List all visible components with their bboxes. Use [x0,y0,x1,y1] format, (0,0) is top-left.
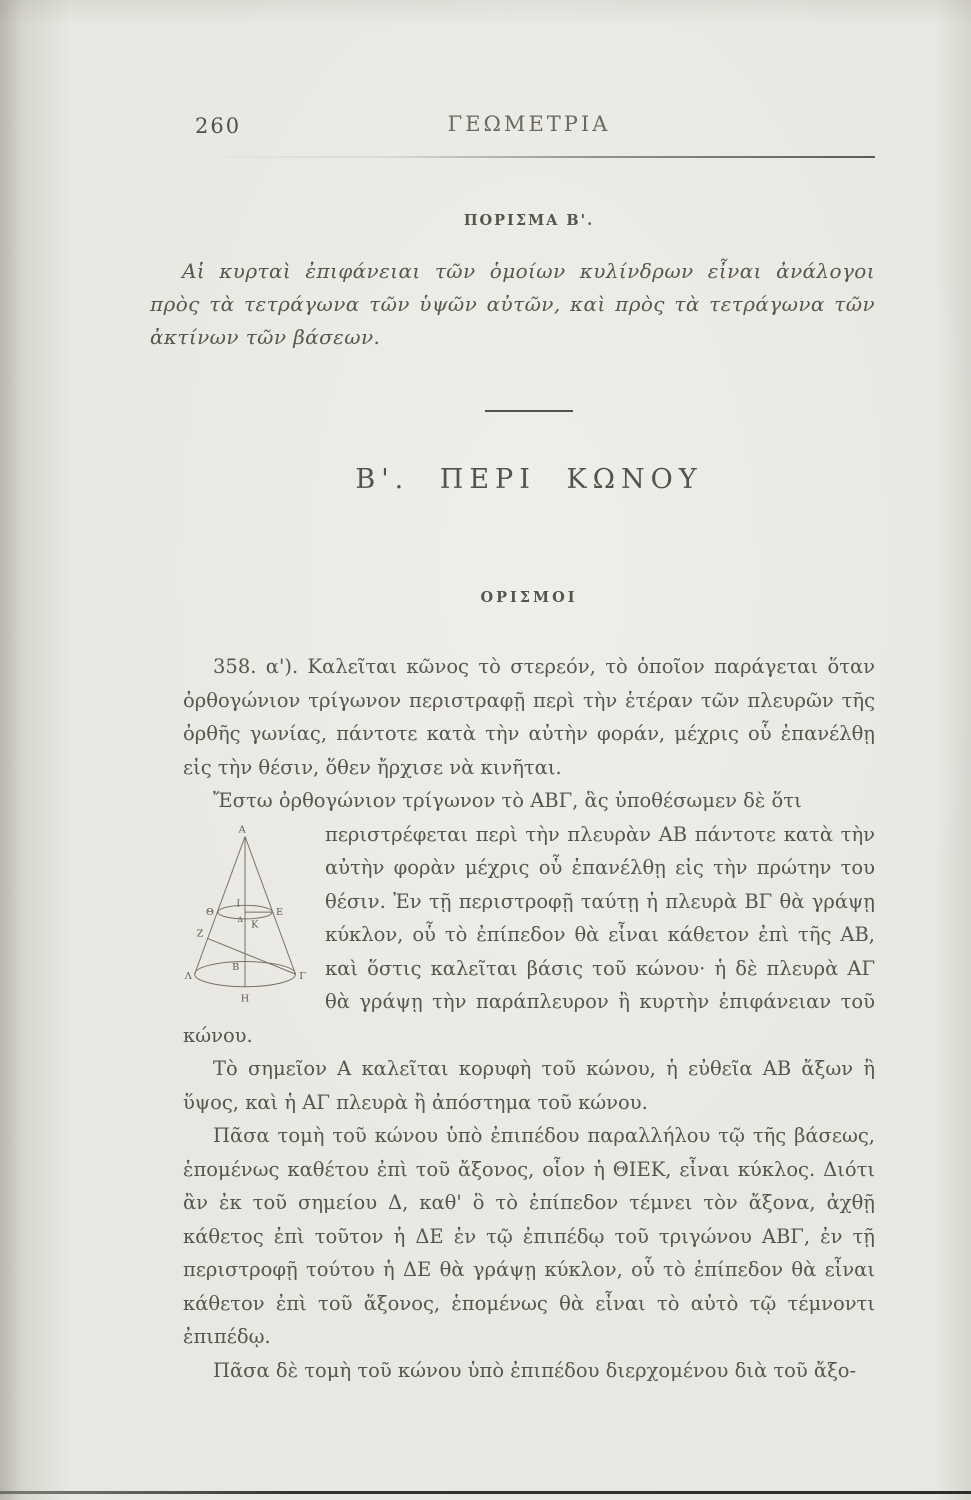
cone-diagram [183,822,309,1008]
label-epsilon: Ε [276,906,284,918]
figure-text-flow [183,818,875,1053]
label-iota: Ι [236,897,241,909]
scan-bottom-edge [0,1491,971,1494]
page-number: 260 [195,114,242,138]
paragraph-pasa-de: Πᾶσα δὲ τομὴ τοῦ κώνου ὑπὸ ἐπιπέδου διερχομένου διὰ τοῦ ἄξο- [213,1358,857,1382]
label-zeta: Ζ [196,927,204,939]
running-title: ΓΕΩΜΕΤΡΙΑ [447,112,611,136]
section-divider [485,410,573,412]
porisma-statement: Αἱ κυρταὶ ἐπιφάνειαι τῶν ὁμοίων κυλίνδρων εἶναι ἀνάλογοι πρὸς τὰ τετράγωνα τῶν ὑψῶν αὐτῶν, καὶ πρὸς τὰ τετράγωνα τῶν ἀκτίνων τῶν βάσεων. [150,259,875,349]
cone-figure [183,822,309,1008]
section-title: Β'. ΠΕΡΙ ΚΩΝΟΥ [355,464,703,495]
paragraph-pasa-tomi: Πᾶσα τομὴ τοῦ κώνου ὑπὸ ἐπιπέδου παραλλήλου τῷ τῆς βάσεως, ἑπομένως καθέτου ἐπὶ τοῦ ἄξονος, οἷον ἡ ΘΙΕΚ, εἶναι κύκλος. Διότι ἂν ἐκ τοῦ σημείου Δ, καθ' ὃ τὸ ἐπίπεδον τέμνει τὸν ἄξονα, ἀχθῇ κάθετος ἐπὶ τοῦτον ἡ ΔΕ ἐν τῷ ἐπιπέδῳ τοῦ τριγώνου ΑΒΓ, ἐν τῇ περιστροφῇ τούτου ἡ ΔΕ θὰ γράψῃ κύκλον, οὗ τὸ ἐπίπεδον θὰ εἶναι κάθετον ἐπὶ τοῦ ἄξονος, ἑπομένως θὰ εἶναι τὸ αὐτὸ τῷ τέμνοντι ἐπιπέδῳ. [183,1124,875,1348]
header-rule [183,156,875,158]
label-theta: Θ [206,906,215,918]
label-apex: Α [238,824,246,836]
paragraph-esto-rest: περιστρέφεται περὶ τὴν πλευρὰν ΑΒ πάντοτε κατὰ τὴν αὐτὴν φορὰν μέχρις οὗ ἐπανέλθῃ εἰς τὴν πρώτην του θέσιν. Ἐν τῇ περιστροφῇ ταύτῃ ἡ πλευρὰ ΒΓ θὰ γράψῃ κύκλον, οὗ τὸ ἐπίπεδον θὰ εἶναι κάθετον ἐπὶ τῆς ΑΒ, καὶ ὅστις καλεῖται βάσις τοῦ κώνου· ἡ δὲ πλευρὰ ΑΓ θὰ γράψῃ τὴν παράπλευρον ἢ κυρτὴν ἐπιφάνειαν τοῦ κώνου. [183,822,875,1047]
label-delta: Δ [237,914,243,924]
paragraph-simeion: Τὸ σημεῖον Α καλεῖται κορυφὴ τοῦ κώνου, ἡ εὐθεῖα ΑΒ ἄξων ἢ ὕψος, καὶ ἡ ΑΓ πλευρὰ ἢ ἀπόστημα τοῦ κώνου. [183,1057,875,1114]
paragraph-esto-intro: Ἔστω ὀρθογώνιον τρίγωνον τὸ ΑΒΓ, ἃς ὑποθέσωμεν δὲ ὅτι [213,789,802,812]
paragraph-358: 358. α'). Καλεῖται κῶνος τὸ στερεόν, τὸ ὁποῖον παράγεται ὅταν ὀρθογώνιον τρίγωνον περιστραφῇ περὶ τὴν ἑτέραν τῶν πλευρῶν τῆς ὀρθῆς γωνίας, πάντοτε κατὰ τὴν αὐτὴν φοράν, μέχρις οὗ ἐπανέλθῃ εἰς τὴν θέσιν, ὅθεν ἤρχισε νὰ κινῆται. [183,655,875,779]
porisma-heading: ΠΟΡΙΣΜΑ Β'. [463,212,595,229]
label-beta: Β [232,961,240,973]
label-eta: Η [240,992,250,1004]
subsection-title: ΟΡΙΣΜΟΙ [480,589,578,606]
label-gamma: Γ [299,970,307,982]
page-content [150,112,875,1387]
label-lambda: Λ [184,970,192,982]
running-header [183,112,875,142]
label-kappa: Κ [251,919,259,931]
